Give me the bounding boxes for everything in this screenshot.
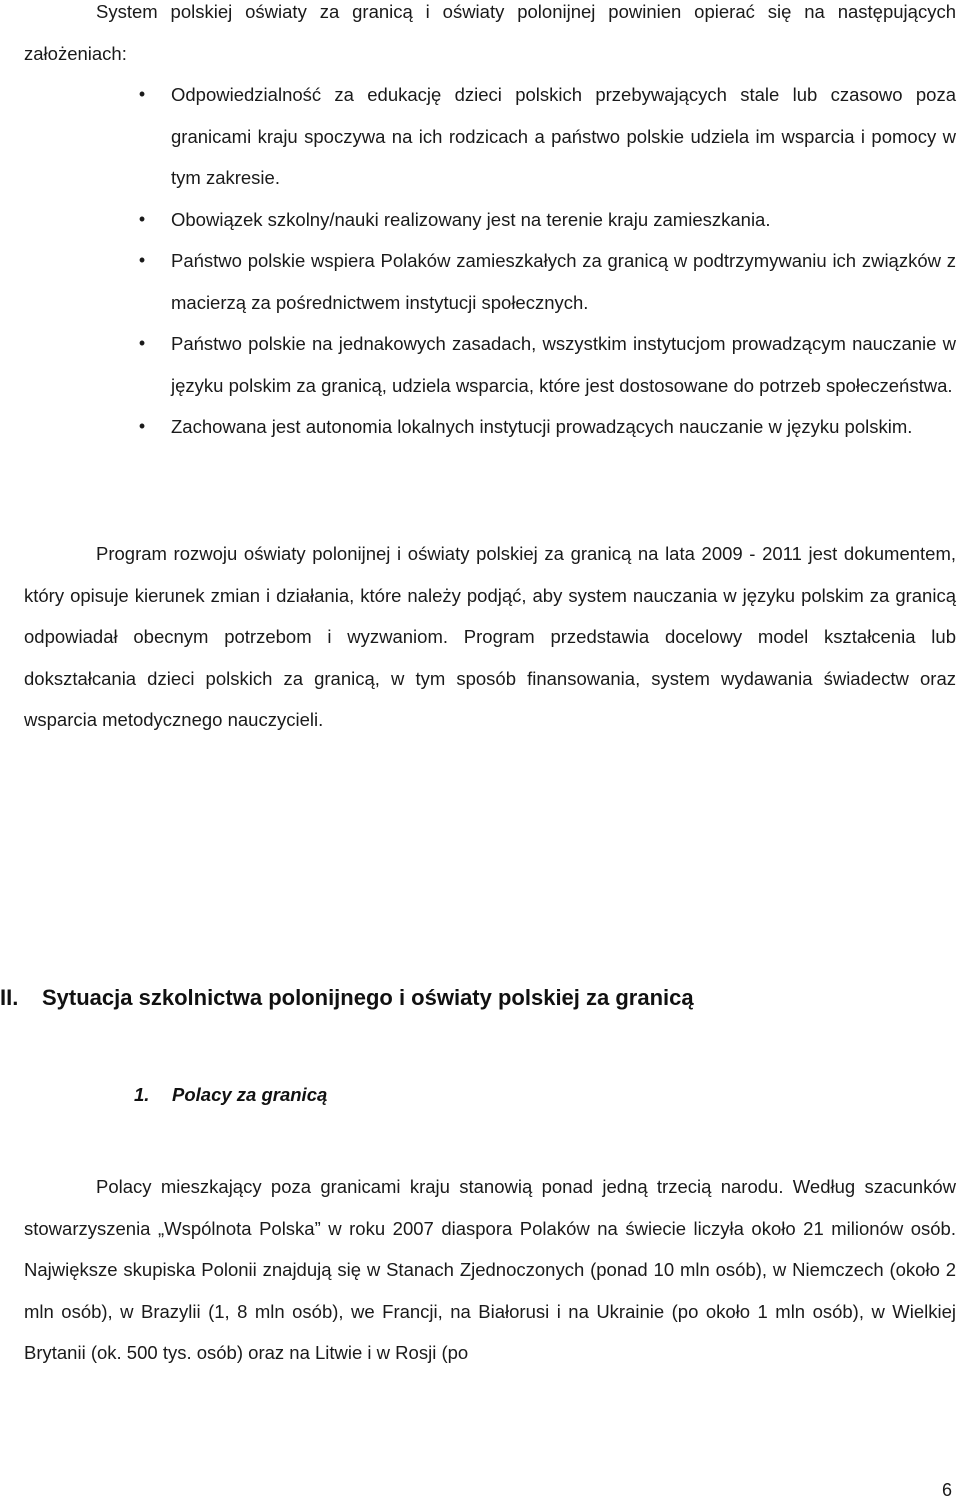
program-paragraph: Program rozwoju oświaty polonijnej i oświaty polskiej za granicą na lata 2009 - 2011 jest dokumentem, który opisuje kierunek zmian i działania, które należy podjąć, aby system nauczania w języku polskim za granicą odpowiadał obecnym potrzebom i wyzwaniom. Program przedstawia docelowy model kształcenia lub dokształcania dzieci polskich za granicą, w tym sposób finansowania, system wydawania świadectw oraz wsparcia metodycznego nauczycieli. bbox=[24, 543, 956, 730]
section-title: Sytuacja szkolnictwa polonijnego i oświaty polskiej za granicą bbox=[42, 985, 694, 1010]
list-item-text: Państwo polskie na jednakowych zasadach, wszystkim instytucjom prowadzącym nauczanie w języku polskim za granicą, udziela wsparcia, które jest dostosowane do potrzeb społeczeństwa. bbox=[171, 333, 956, 396]
list-item bbox=[0, 240, 956, 323]
bullet-icon: • bbox=[138, 84, 146, 104]
section-number: II. bbox=[0, 985, 19, 1010]
subsection-heading bbox=[134, 1080, 327, 1110]
bullet-icon: • bbox=[138, 416, 146, 436]
bullet-icon: • bbox=[138, 250, 146, 270]
subsection-title: Polacy za granicą bbox=[172, 1084, 328, 1105]
section-heading bbox=[0, 980, 940, 1016]
list-item bbox=[0, 406, 956, 448]
list-item bbox=[0, 199, 956, 241]
list-item-text: Odpowiedzialność za edukację dzieci polskich przebywających stale lub czasowo poza granicami kraju spoczywa na ich rodzicach a państwo polskie udziela im wsparcia i pomocy w tym zakresie. bbox=[171, 84, 956, 188]
list-item-text: Zachowana jest autonomia lokalnych instytucji prowadzących nauczanie w języku polskim. bbox=[171, 416, 913, 437]
subsection-number: 1. bbox=[134, 1084, 150, 1105]
list-item-text: Państwo polskie wspiera Polaków zamieszkałych za granicą w podtrzymywaniu ich związków z macierzą za pośrednictwem instytucji społecznych. bbox=[171, 250, 956, 313]
bullet-icon: • bbox=[138, 208, 146, 229]
list-item bbox=[0, 74, 956, 199]
list-item-text: Obowiązek szkolny/nauki realizowany jest na terenie kraju zamieszkania. bbox=[171, 208, 771, 230]
intro-paragraph: System polskiej oświaty za granicą i oświaty polonijnej powinien opierać się na następujących założeniach: bbox=[24, 1, 956, 64]
assumptions-list bbox=[0, 74, 956, 448]
page-number: 6 bbox=[941, 1480, 952, 1500]
list-item bbox=[0, 323, 956, 406]
polacy-paragraph: Polacy mieszkający poza granicami kraju stanowią ponad jedną trzecią narodu. Według szacunków stowarzyszenia „Wspólnota Polska” w roku 2007 diaspora Polaków na świecie liczyła około 21 milionów osób. Największe skupiska Polonii znajdują się w Stanach Zjednoczonych (ponad 10 mln osób), w Niemczech (około 2 mln osób), w Brazylii (1, 8 mln osób), we Francji, na Białorusi i na Ukrainie (po około 1 mln osób), w Wielkiej Brytanii (ok. 500 tys. osób) oraz na Litwie i w Rosji (po bbox=[24, 1176, 956, 1363]
bullet-icon: • bbox=[138, 333, 146, 353]
